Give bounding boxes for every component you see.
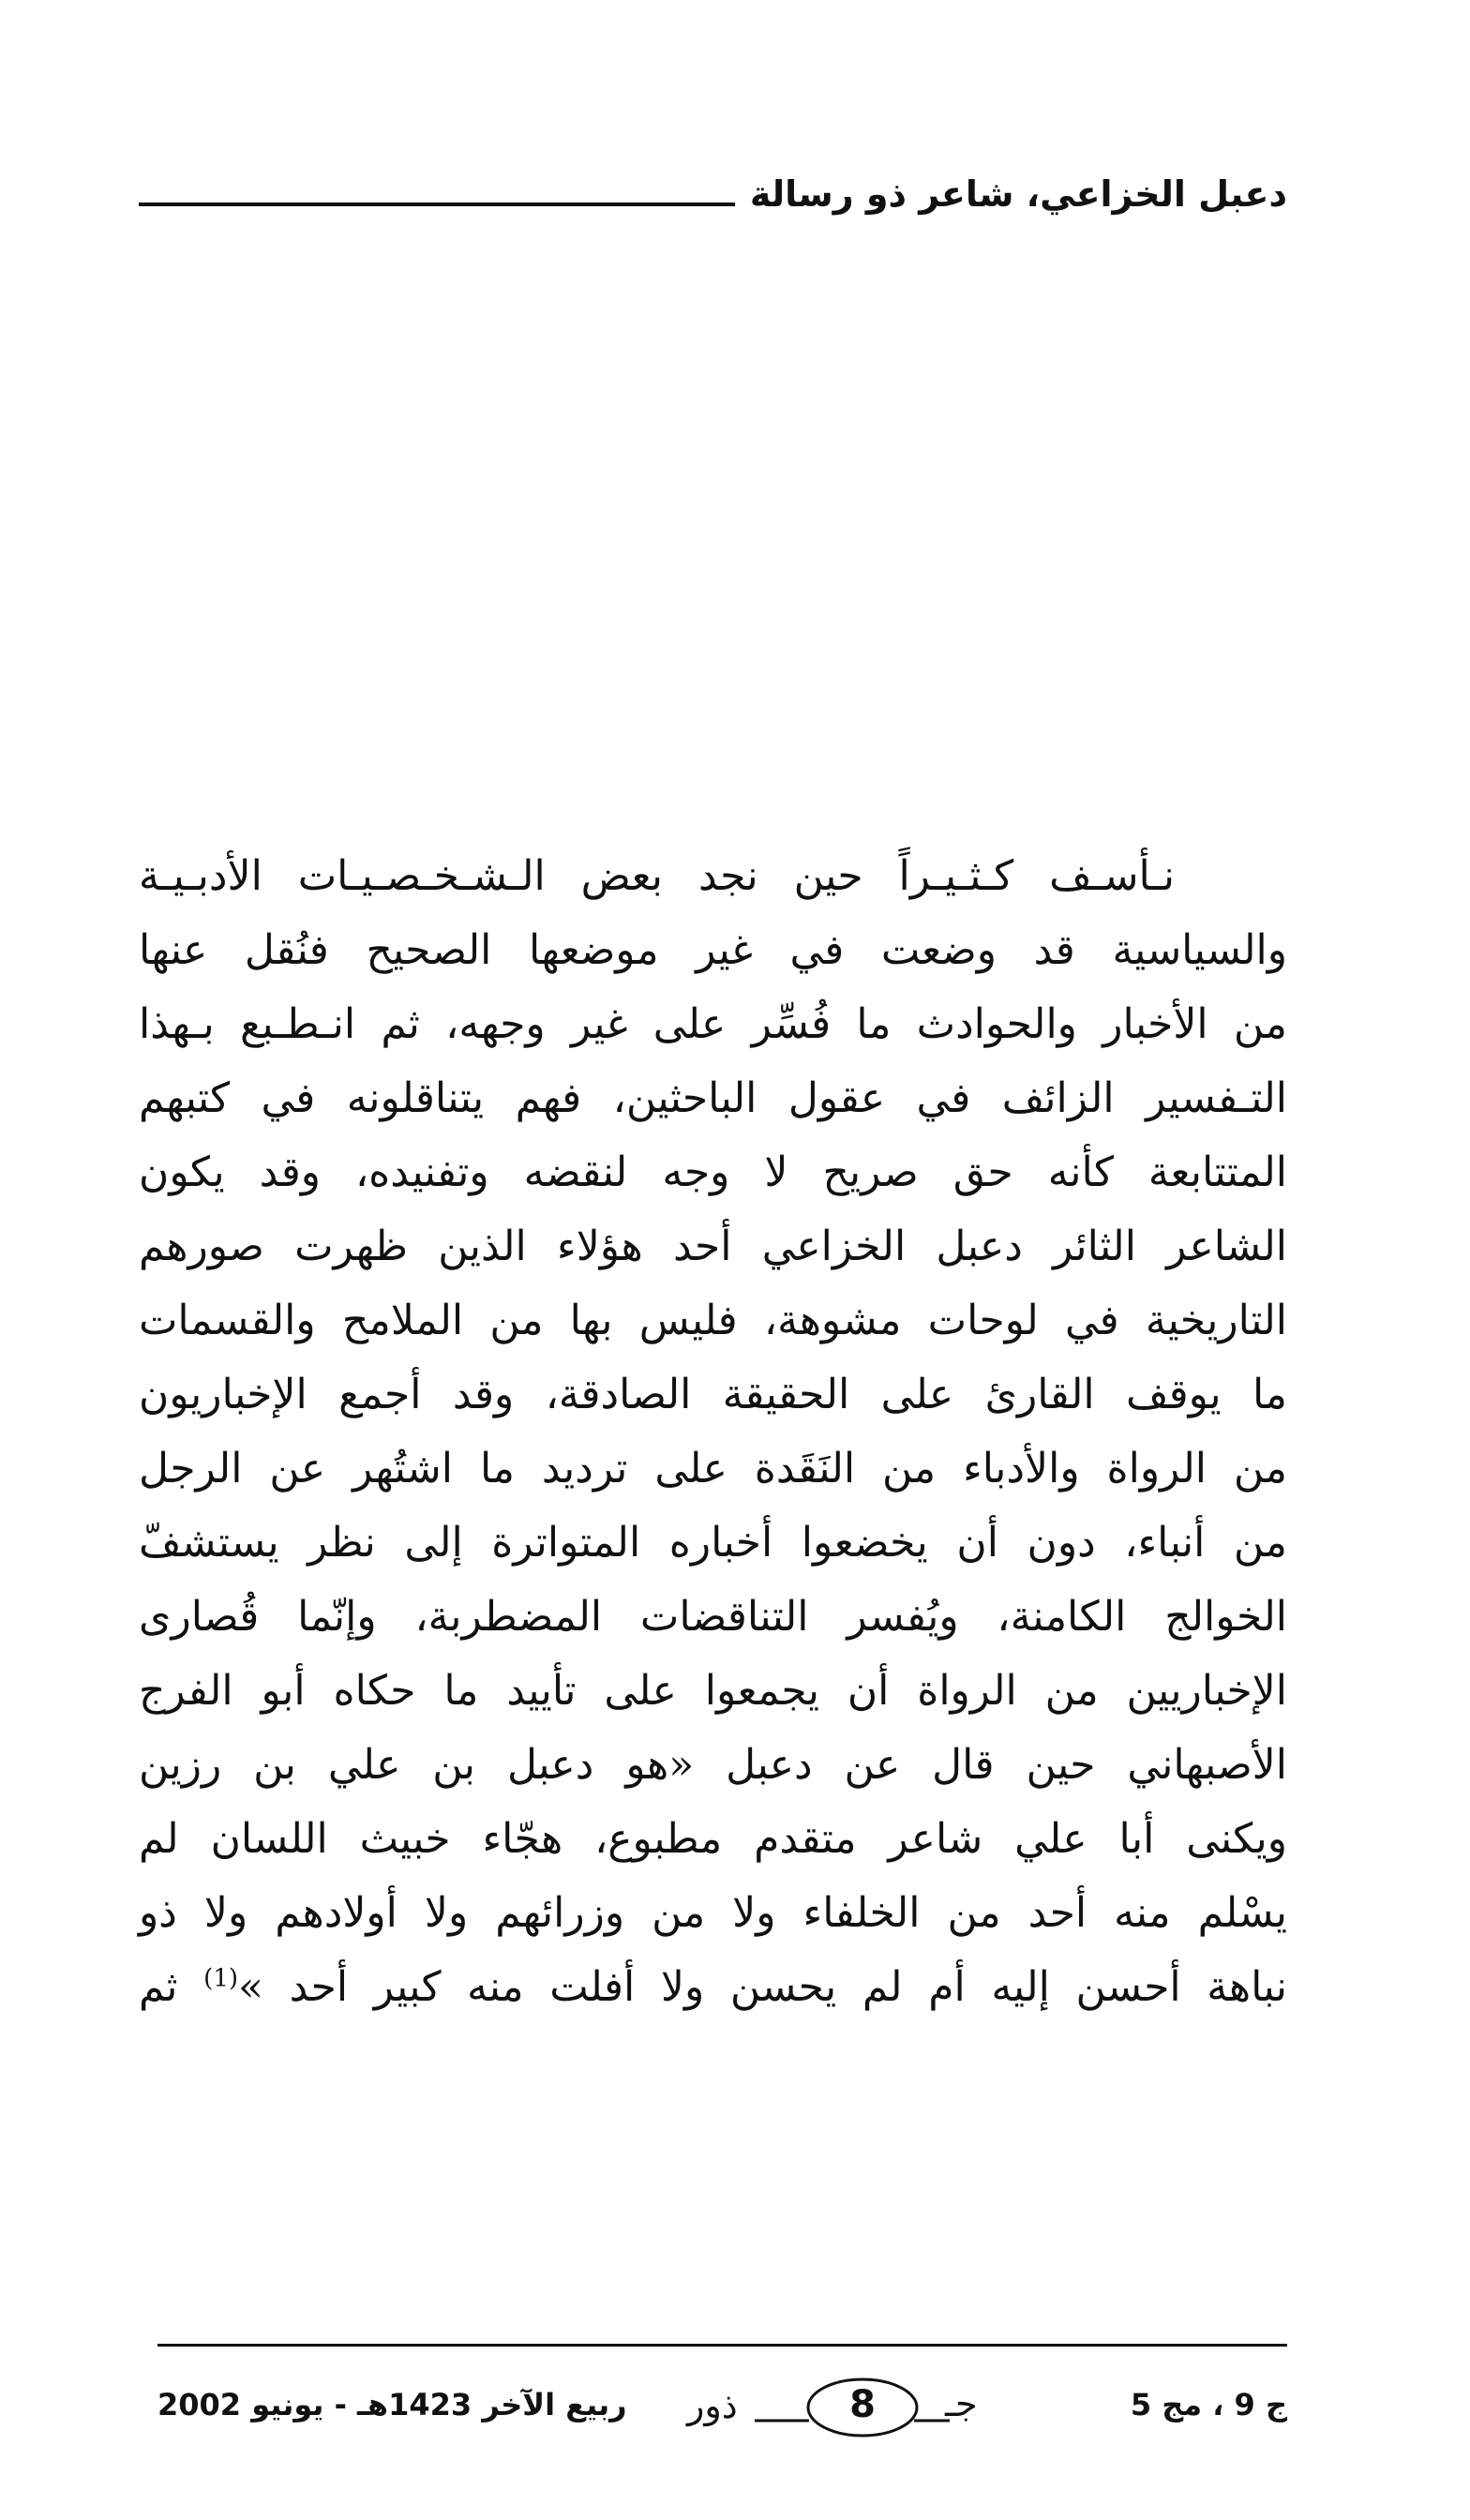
body-line: الإخباريين من الرواة أن يجمعوا على تأييد ما حكاه أبو الفرج [139,1667,1287,1715]
magazine-name: ذور [687,2385,738,2426]
body-line: الشاعر الثائر دعبل الخزاعي أحد هؤلاء الذين ظهرت صورهم [139,1222,1287,1270]
footnote-ref[interactable]: (1) [203,1964,239,1993]
issue-volume: ج 9 ، مج 5 [1130,2387,1287,2422]
page-footer [158,2372,1287,2447]
body-line: التاريخية في لوحات مشوهة، فليس بها من الملامح والقسمات [139,1297,1287,1344]
article-body [139,839,1287,2024]
page-number: 8 [849,2383,876,2426]
body-line: من الأخبار والحوادث ما فُسِّر على غير وجهه، ثم انـطـبع بـهذا [139,1000,1287,1048]
body-line: الأصبهاني حين قال عن دعبل «هو دعبل بن علي بن رزين [139,1741,1287,1789]
body-line: نـأسـف كـثـيـراً حين نجد بعض الـشـخـصـيـات الأدبـيـة [139,852,1175,900]
body-line: ويكنى أبا علي شاعر متقدم مطبوع، هجّاء خبيث اللسان لم [139,1815,1287,1863]
body-line: من الرواة والأدباء من النَقَدة على ترديد ما اشتُهر عن الرجل [139,1445,1287,1492]
body-line: المتتابعة كأنه حق صريح لا وجه لنقضه وتفنيده، وقد يكون [139,1148,1287,1196]
body-line-last-text: نباهة أحسن إليه أم لم يحسن ولا أفلت منه كبير أحد » [238,1963,1287,2011]
body-line-last-tail: ثم [139,1963,204,2011]
body-line: ما يوقف القارئ على الحقيقة الصادقة، وقد أجمع الإخباريون [139,1371,1287,1418]
body-line: الخوالج الكامنة، ويُفسر التناقضات المضطربة، وإنّما قُصارى [139,1593,1287,1641]
running-head [139,173,1287,215]
body-line-last [139,1950,1287,2024]
running-title: دعبل الخزاعي، شاعر ذو رسالة [749,173,1287,215]
issue-date: ربيع الآخر 1423هـ - يونيو 2002 [158,2387,627,2422]
header-rule [139,202,735,206]
body-line: يسْلم منه أحد من الخلفاء ولا من وزرائهم ولا أولادهم ولا ذو [139,1889,1287,1937]
body-line: التـفسير الزائف في عقول الباحثين، فهم يتناقلونه في كتبهم [139,1074,1287,1122]
magazine-logo [668,2374,1006,2441]
body-line: من أنباء، دون أن يخضعوا أخباره المتواترة إلى نظر يستشفّ [139,1519,1287,1567]
magazine-name-prefix: جـ [945,2383,978,2424]
footer-rule [158,2344,1287,2347]
body-line: والسياسية قد وضعت في غير موضعها الصحيح فنُقل عنها [139,926,1287,974]
